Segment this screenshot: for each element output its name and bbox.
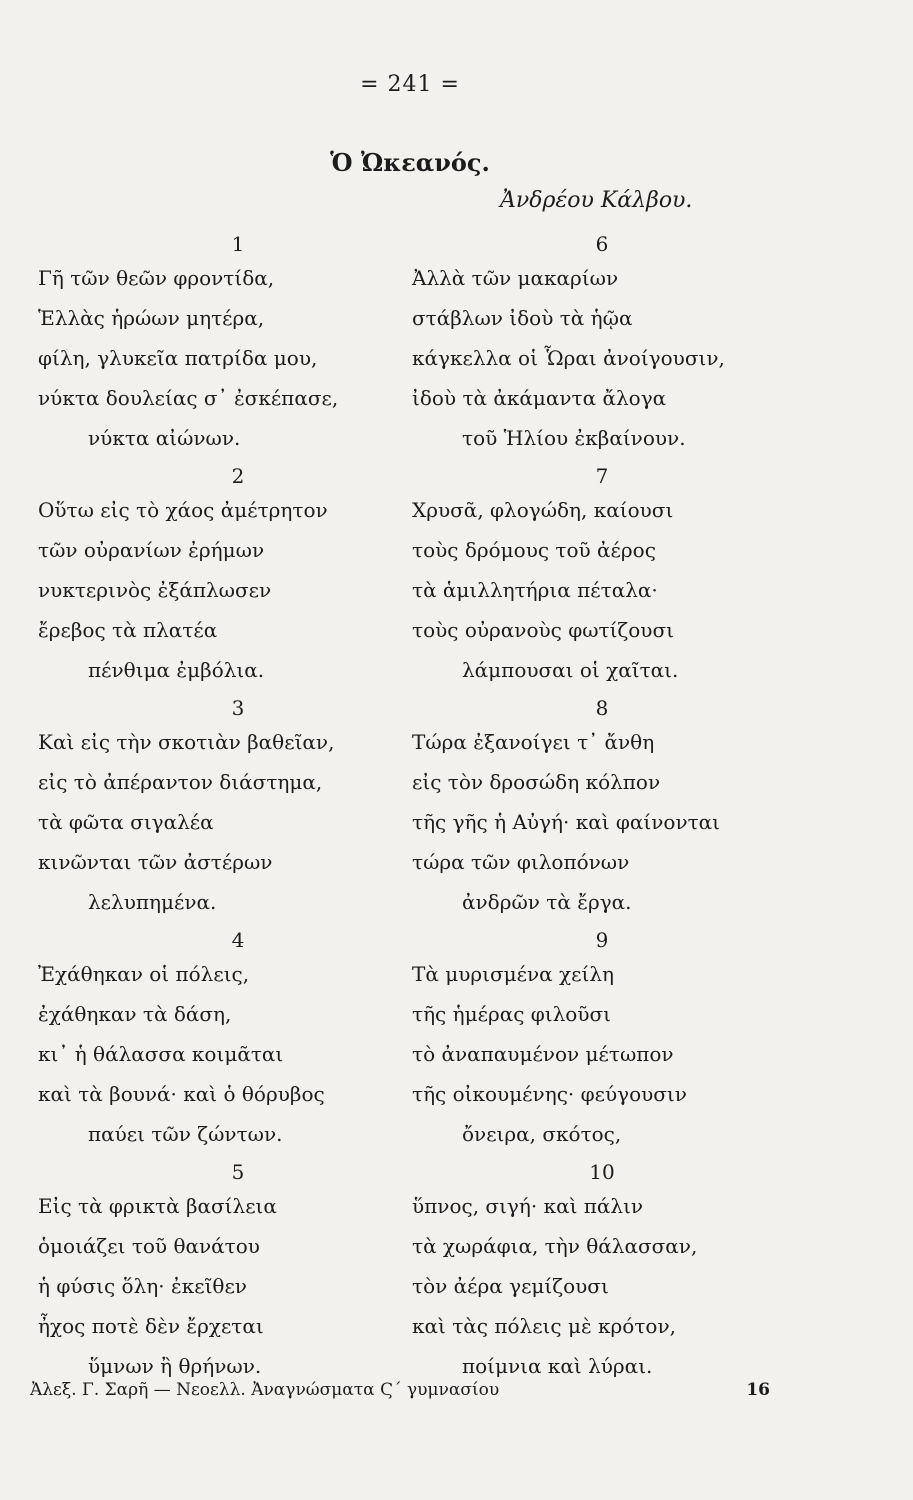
stanza — [412, 694, 792, 926]
verse-line: τὰ ἁμιλλητήρια πέταλα· — [412, 578, 658, 602]
footer-text: Ἀλεξ. Γ. Σαρῆ — Νεοελλ. Ἀναγνώσματα Ϛ΄ γυμνασίου — [30, 1380, 500, 1400]
right-column — [412, 230, 792, 1390]
signature-number: 16 — [746, 1380, 770, 1400]
verse-line: τὰ φῶτα σιγαλέα — [38, 810, 214, 834]
verse-line: Ἐχάθηκαν οἱ πόλεις, — [38, 962, 250, 986]
verse-line: Οὕτω εἰς τὸ χάος ἀμέτρητον — [38, 498, 328, 522]
verse-line: παύει τῶν ζώντων. — [88, 1122, 283, 1146]
verse-line: λάμπουσαι οἱ χαῖται. — [462, 658, 679, 682]
verse-line: τῆς ἡμέρας φιλοῦσι — [412, 1002, 611, 1026]
verse-line: Εἰς τὰ φρικτὰ βασίλεια — [38, 1194, 277, 1218]
stanza — [412, 230, 792, 462]
verse-line: ἡ φύσις ὅλη· ἐκεῖθεν — [38, 1274, 247, 1298]
verse-line: ὕμνων ἢ θρήνων. — [88, 1354, 262, 1378]
verse-line: τὸ ἀναπαυμένον μέτωπον — [412, 1042, 674, 1066]
poem-title: Ὁ Ὠκεανός. — [330, 148, 490, 177]
verse-line: φίλη, γλυκεῖα πατρίδα μου, — [38, 346, 318, 370]
verse-line: νύκτα δουλείας σ᾽ ἐσκέπασε, — [38, 386, 339, 410]
verse-line: τῆς οἰκουμένης· φεύγουσιν — [412, 1082, 687, 1106]
verse-line: ἀνδρῶν τὰ ἔργα. — [462, 890, 632, 914]
verse-line: εἰς τὸ ἀπέραντον διάστημα, — [38, 770, 323, 794]
verse-line: Χρυσᾶ, φλογώδη, καίουσι — [412, 498, 674, 522]
verse-line: Τώρα ἐξανοίγει τ᾽ ἄνθη — [412, 730, 655, 754]
verse-line: τοὺς δρόμους τοῦ ἀέρος — [412, 538, 656, 562]
verse-line: ἐχάθηκαν τὰ δάση, — [38, 1002, 232, 1026]
verse-line: ὄνειρα, σκότος, — [462, 1122, 622, 1146]
verse-line: κι᾽ ἡ θάλασσα κοιμᾶται — [38, 1042, 284, 1066]
page-number: = 241 = — [360, 72, 460, 97]
stanza-number: 1 — [231, 232, 245, 256]
stanza-number: 4 — [231, 928, 245, 952]
verse-line: λελυπημένα. — [88, 890, 217, 914]
poem-author: Ἀνδρέου Κάλβου. — [500, 188, 693, 213]
stanza-number: 5 — [231, 1160, 245, 1184]
verse-line: κάγκελλα οἱ Ὧραι ἀνοίγουσιν, — [412, 346, 725, 370]
stanza-number: 2 — [231, 464, 245, 488]
verse-line: τοὺς οὐρανοὺς φωτίζουσι — [412, 618, 674, 642]
verse-line: ἦχος ποτὲ δὲν ἔρχεται — [38, 1314, 264, 1338]
verse-line: Τὰ μυρισμένα χείλη — [412, 962, 614, 986]
stanza — [412, 462, 792, 694]
stanza — [38, 694, 418, 926]
verse-line: τὸν ἀέρα γεμίζουσι — [412, 1274, 609, 1298]
verse-line: ποίμνια καὶ λύραι. — [462, 1354, 653, 1378]
stanza — [38, 926, 418, 1158]
verse-line: πένθιμα ἐμβόλια. — [88, 658, 265, 682]
stanza — [38, 462, 418, 694]
stanza-number: 3 — [231, 696, 245, 720]
verse-line: τὰ χωράφια, τὴν θάλασσαν, — [412, 1234, 698, 1258]
verse-line: ὕπνος, σιγή· καὶ πάλιν — [412, 1194, 644, 1218]
verse-line: νυκτερινὸς ἐξάπλωσεν — [38, 578, 272, 602]
verse-line: Καὶ εἰς τὴν σκοτιὰν βαθεῖαν, — [38, 730, 335, 754]
verse-line: νύκτα αἰώνων. — [88, 426, 241, 450]
verse-line: ὁμοιάζει τοῦ θανάτου — [38, 1234, 260, 1258]
verse-line: καὶ τὰ βουνά· καὶ ὁ θόρυβος — [38, 1082, 325, 1106]
verse-line: ἔρεβος τὰ πλατέα — [38, 618, 218, 642]
stanza — [38, 230, 418, 462]
stanza-number: 6 — [595, 232, 609, 256]
stanza-number: 8 — [595, 696, 609, 720]
stanza-number: 9 — [595, 928, 609, 952]
stanza — [412, 926, 792, 1158]
verse-line: κινῶνται τῶν ἀστέρων — [38, 850, 273, 874]
verse-line: Ἀλλὰ τῶν μακαρίων — [412, 266, 619, 290]
verse-line: Ἑλλὰς ἡρώων μητέρα, — [38, 306, 265, 330]
verse-line: καὶ τὰς πόλεις μὲ κρότον, — [412, 1314, 676, 1338]
stanza-number: 10 — [589, 1160, 615, 1184]
footer — [30, 1380, 770, 1400]
verse-line: τοῦ Ἡλίου ἐκβαίνουν. — [462, 426, 686, 450]
verse-line: Γῆ τῶν θεῶν φροντίδα, — [38, 266, 275, 290]
verse-line: τώρα τῶν φιλοπόνων — [412, 850, 630, 874]
verse-line: στάβλων ἰδοὺ τὰ ἡῷα — [412, 306, 633, 330]
stanza-number: 7 — [595, 464, 609, 488]
left-column — [38, 230, 418, 1390]
stanza — [412, 1158, 792, 1390]
stanza — [38, 1158, 418, 1390]
verse-line: τῶν οὐρανίων ἐρήμων — [38, 538, 265, 562]
verse-line: εἰς τὸν δροσώδη κόλπον — [412, 770, 661, 794]
verse-line: τῆς γῆς ἡ Αὐγή· καὶ φαίνονται — [412, 810, 721, 834]
verse-line: ἰδοὺ τὰ ἀκάμαντα ἄλογα — [412, 386, 667, 410]
